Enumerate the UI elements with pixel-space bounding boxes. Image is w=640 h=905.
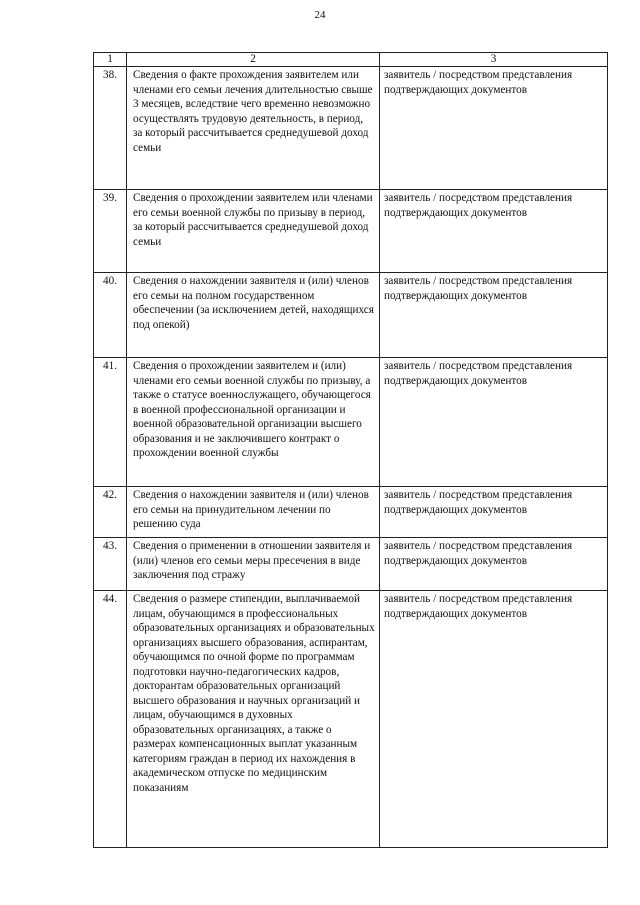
- row-source: заявитель / посредством представления подтверждающих документов: [380, 67, 608, 190]
- row-number: 41.: [94, 358, 127, 487]
- page-number: 24: [314, 9, 326, 21]
- header-col-3: 3: [380, 53, 608, 67]
- table-row: [94, 273, 608, 358]
- row-number: 38.: [94, 67, 127, 190]
- table-row: [94, 358, 608, 487]
- header-col-1: 1: [94, 53, 127, 67]
- row-description: Сведения о факте прохождения заявителем или членами его семьи лечения длительностью свыше 3 месяцев, вследствие чего временно невозможно осуществлять трудовую деятельность, в период, за который рассчитывается среднедушевой доход семьи: [127, 67, 380, 190]
- row-description: Сведения о прохождении заявителем и (или) членами его семьи военной службы по призыву, а также о статусе военнослужащего, обучающегося в военной профессиональной организации и военной образовательной организации высшего образования и не заключившего контракт о прохождении военной службы: [127, 358, 380, 487]
- table-row: [94, 67, 608, 190]
- row-description: Сведения о прохождении заявителем или членами его семьи военной службы по призыву в период, за который рассчитывается среднедушевой доход семьи: [127, 190, 380, 273]
- services-table: [93, 52, 608, 848]
- header-col-2: 2: [127, 53, 380, 67]
- table-row: [94, 538, 608, 591]
- row-source: заявитель / посредством представления подтверждающих документов: [380, 273, 608, 358]
- row-source: заявитель / посредством представления подтверждающих документов: [380, 538, 608, 591]
- row-number: 39.: [94, 190, 127, 273]
- row-source: заявитель / посредством представления подтверждающих документов: [380, 591, 608, 848]
- row-description: Сведения о применении в отношении заявителя и (или) членов его семьи меры пресечения в виде заключения под стражу: [127, 538, 380, 591]
- table-row: [94, 591, 608, 848]
- row-number: 40.: [94, 273, 127, 358]
- row-number: 44.: [94, 591, 127, 848]
- table-row: [94, 487, 608, 538]
- table-row: [94, 190, 608, 273]
- row-source: заявитель / посредством представления подтверждающих документов: [380, 487, 608, 538]
- row-description: Сведения о нахождении заявителя и (или) членов его семьи на принудительном лечении по решению суда: [127, 487, 380, 538]
- row-description: Сведения о размере стипендии, выплачиваемой лицам, обучающимся в профессиональных образовательных организациях и образовательных организациях высшего образования, аспирантам, обучающимся по очной форме по программам подготовки научно-педагогических кадров, докторантам образовательных организаций высшего образования и научных организаций и лицам, обучающимся в духовных образовательных организациях, а также о размерах компенсационных выплат указанным категориям граждан в период их нахождения в академическом отпуске по медицинским показаниям: [127, 591, 380, 848]
- row-number: 43.: [94, 538, 127, 591]
- row-number: 42.: [94, 487, 127, 538]
- table-header-row: [94, 53, 608, 67]
- row-source: заявитель / посредством представления подтверждающих документов: [380, 190, 608, 273]
- row-description: Сведения о нахождении заявителя и (или) членов его семьи на полном государственном обеспечении (за исключением детей, находящихся под опекой): [127, 273, 380, 358]
- row-source: заявитель / посредством представления подтверждающих документов: [380, 358, 608, 487]
